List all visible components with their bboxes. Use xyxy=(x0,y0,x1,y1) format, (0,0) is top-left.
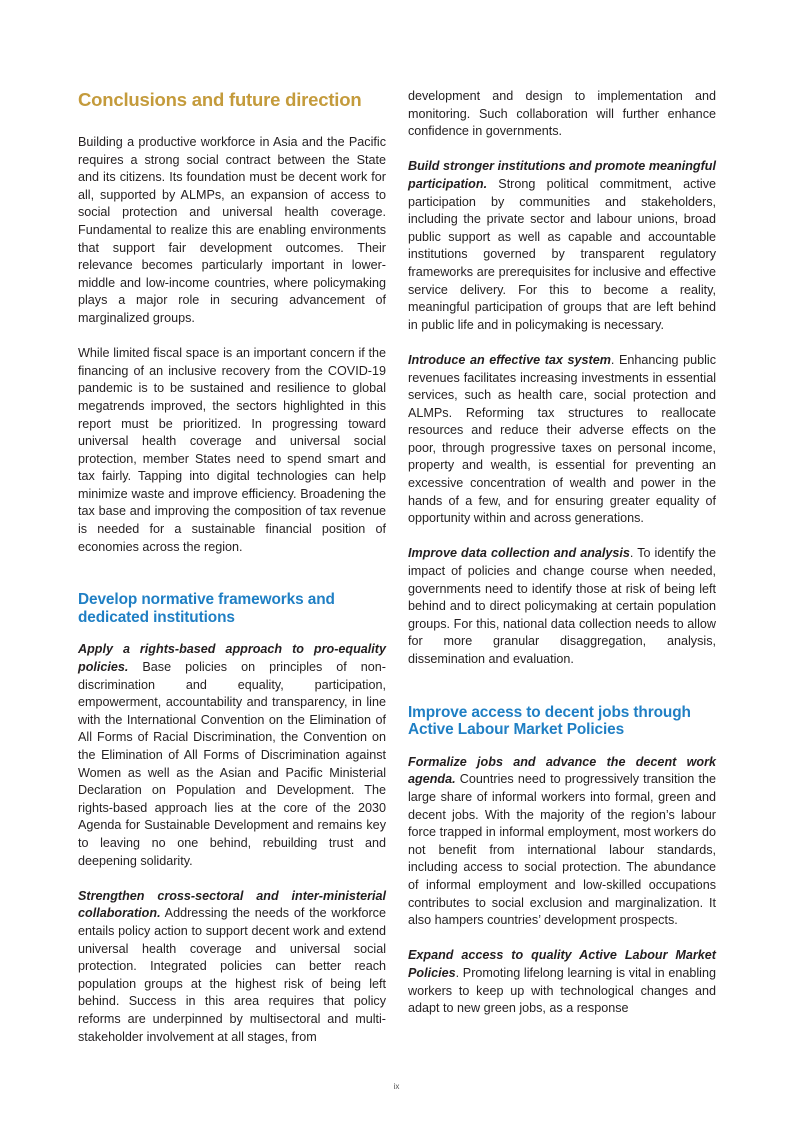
paragraph-lead: Strengthen cross-sectoral and inter-ministerial collaboration. xyxy=(78,888,386,921)
right-column xyxy=(408,88,716,1018)
paragraph xyxy=(408,754,716,930)
left-column xyxy=(78,88,386,1046)
paragraph: development and design to implementation and monitoring. Such collaboration will further enhance confidence in governments. xyxy=(408,89,716,139)
paragraph xyxy=(408,947,716,1017)
section-heading: Conclusions and future direction xyxy=(78,89,362,110)
subsection-heading: Develop normative frameworks and dedicated institutions xyxy=(78,591,335,626)
paragraph-body: . Enhancing public revenues facilitates increasing investments in essential services, such as health care, social protection and ALMPs. Reforming tax structures to reallocate resources and reduce their adverse effects on the poor, through progressive taxes on personal income, property and wealth, is essential for preventing an excessive concentration of wealth and power in the hands of a few, and for ensuring greater equality of opportunity within and across generations. xyxy=(408,352,716,526)
paragraph xyxy=(78,641,386,870)
paragraph: While limited fiscal space is an important concern if the financing of an inclusive recovery from the COVID-19 pandemic is to be sustained and resilience to global megatrends improved, the sectors highlighted in this report must be prioritized. In progressing toward universal health coverage and universal social protection, member States need to spend smart and tax fairly. Tapping into digital technologies can help minimize waste and improve efficiency. Broadening the tax base and improving the composition of tax revenue is needed for a sustainable financial position of economies across the region. xyxy=(78,346,386,554)
paragraph-lead: Build stronger institutions and promote meaningful participation. xyxy=(408,159,716,191)
paragraph-lead: Introduce an effective tax system xyxy=(408,352,611,367)
paragraph: Building a productive workforce in Asia and the Pacific requires a strong social contract between the State and its citizens. Its foundation must be decent work for all, supported by ALMPs, an expansion of access to social protection and universal health coverage. Fundamental to realize this are enabling environments that support fair development outcomes. Their relevance becomes particularly important in lower-middle and low-income countries, where policymaking plays a major role in securing advancement of marginalized groups. xyxy=(78,135,386,325)
paragraph-body: Base policies on principles of non-discrimination and equality, participation, empowerment, accountability and transparency, in line with the International Convention on the Elimination of All Forms of Racial Discrimination, the Convention on the Elimination of All Forms of Discrimination against Women as well as the Asian and Pacific Ministerial Declaration on Population and Development. The rights-based approach lies at the core of the 2030 Agenda for Sustainable Development and remains key to leaving no one behind, rebuilding trust and deepening solidarity. xyxy=(78,660,386,868)
paragraph xyxy=(408,545,716,668)
paragraph-lead: Expand access to quality Active Labour Market Policies xyxy=(408,948,716,980)
page-number: ix xyxy=(393,1082,400,1091)
paragraph-lead: Apply a rights-based approach to pro-equality policies. xyxy=(78,642,386,675)
paragraph xyxy=(408,352,716,528)
paragraph-lead: Formalize jobs and advance the decent work agenda. xyxy=(408,754,716,787)
paragraph-body: . Promoting lifelong learning is vital in enabling workers to keep up with technological changes and adapt to new green jobs, as a response xyxy=(408,965,716,1016)
paragraph-lead: Improve data collection and analysis xyxy=(408,546,630,561)
paragraph xyxy=(408,158,716,334)
paragraph-body: Addressing the needs of the workforce entails policy action to support decent work and extend universal health coverage and universal social protection. Integrated policies can better reach population groups at the highest risk of being left behind. Success in this area requires that policy reforms are underpinned by multisectoral and multi-stakeholder involvement at all stages, from xyxy=(78,906,386,1044)
subsection-heading: Improve access to decent jobs through Active Labour Market Policies xyxy=(408,703,691,739)
paragraph-body: Countries need to progressively transition the large share of informal workers into formal, green and decent jobs. With the majority of the region’s labour force trapped in informal employment, most workers do not benefit from international labour standards, including access to social protection. The abundance of informal employment and low-skilled occupations contributes to social exclusion and marginalization. It also hampers countries’ development prospects. xyxy=(408,772,716,928)
paragraph-body: . To identify the impact of policies and change course when needed, governments need to identify those at risk of being left behind and to direct policymaking at certain population groups. For this, national data collection needs to allow for more granular disaggregation, analysis, dissemination and evaluation. xyxy=(408,546,716,666)
paragraph xyxy=(78,888,386,1046)
paragraph-body: Strong political commitment, active participation by communities and stakeholders, including the private sector and labour unions, broad public support as well as capable and accountable institutions governed by transparent regulatory frameworks are prerequisites for inclusive and effective service delivery. For this to become a reality, meaningful participation of groups that are left behind in public life and in policymaking is necessary. xyxy=(408,176,716,332)
